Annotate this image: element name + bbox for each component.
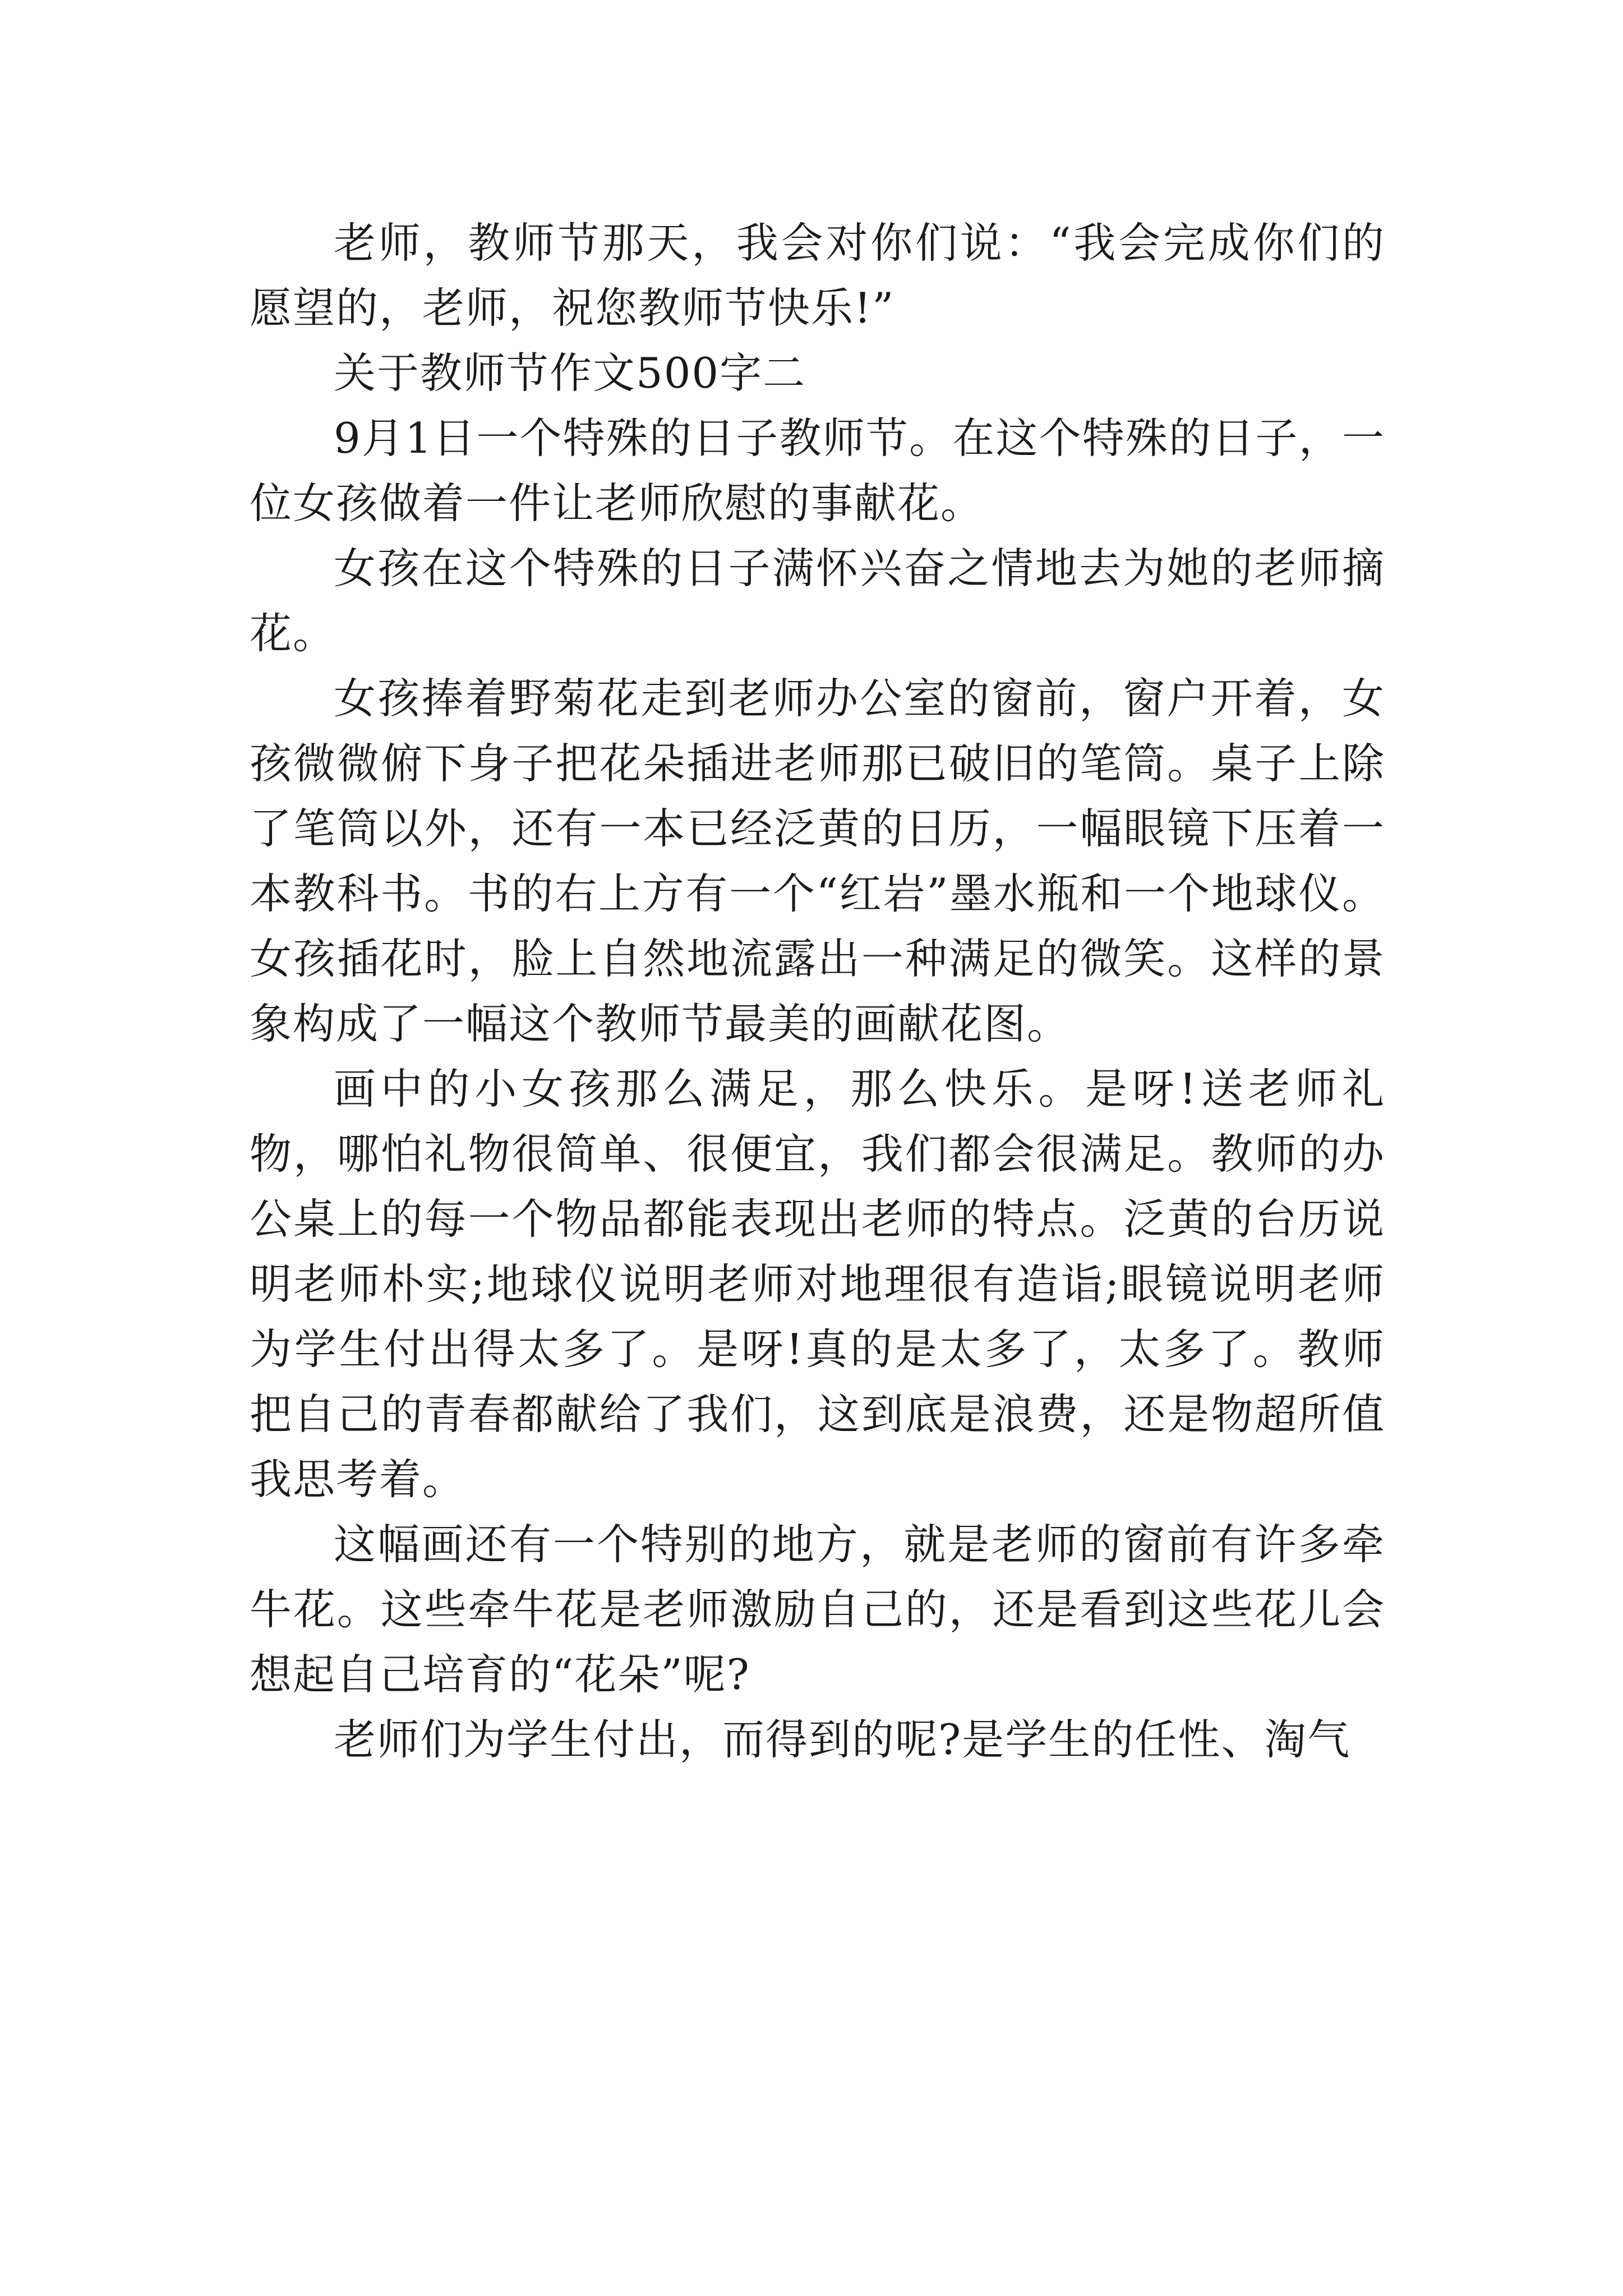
section-heading: 关于教师节作文500字二 [334,348,806,398]
paragraph: 画中的小女孩那么满足，那么快乐。是呀!送老师礼物，哪怕礼物很简单、很便宜，我们都会很满足。教师的办公桌上的每一个物品都能表现出老师的特点。泛黄的台历说明老师朴实;地球仪说明老师对地理很有造诣;眼镜说明老师为学生付出得太多了。是呀!真的是太多了，太多了。教师把自己的青春都献给了我们，这到底是浪费，还是物超所值我思考着。 [250,1064,1385,1504]
paragraph: 女孩捧着野菊花走到老师办公室的窗前，窗户开着，女孩微微俯下身子把花朵插进老师那已破旧的笔筒。桌子上除了笔筒以外，还有一本已经泛黄的日历，一幅眼镜下压着一本教科书。书的右上方有一个“红岩”墨水瓶和一个地球仪。女孩插花时，脸上自然地流露出一种满足的微笑。这样的景象构成了一幅这个教师节最美的画献花图。 [250,674,1385,1048]
paragraph: 老师们为学生付出，而得到的呢?是学生的任性、淘气 [334,1715,1351,1764]
paragraph: 女孩在这个特殊的日子满怀兴奋之情地去为她的老师摘花。 [250,544,1385,658]
paragraph: 老师，教师节那天，我会对你们说：“我会完成你们的愿望的，老师，祝您教师节快乐!” [250,218,1385,333]
document-body [250,210,1385,1772]
paragraph: 这幅画还有一个特别的地方，就是老师的窗前有许多牵牛花。这些牵牛花是老师激励自己的，还是看到这些花儿会想起自己培育的“花朵”呢? [250,1520,1385,1699]
paragraph: 9月1日一个特殊的日子教师节。在这个特殊的日子，一位女孩做着一件让老师欣慰的事献花。 [250,413,1385,528]
